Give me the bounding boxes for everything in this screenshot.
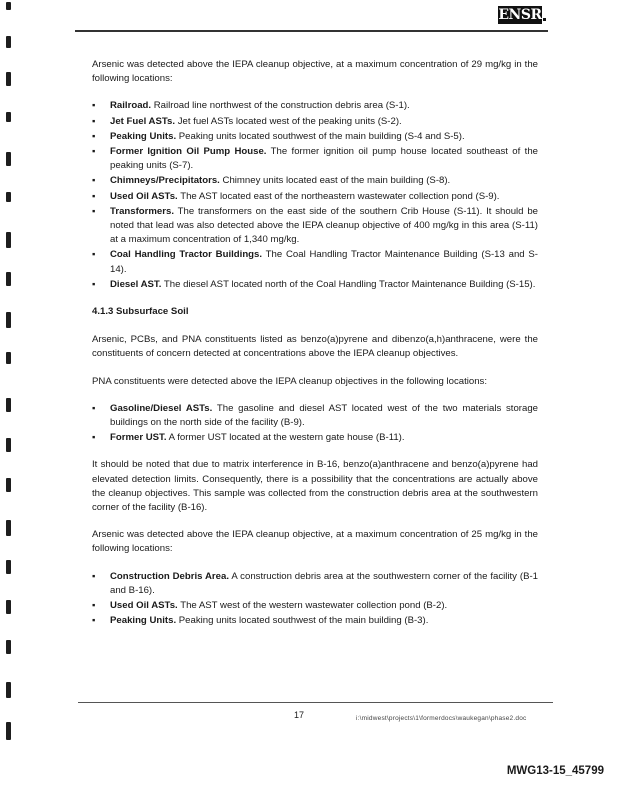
section1-intro: Arsenic was detected above the IEPA cleanup objective, at a maximum concentration of 29 mg/kg in the following locations: (92, 59, 538, 85)
bullet-icon: ▪ (92, 615, 96, 627)
item-term: Peaking Units. (110, 615, 177, 627)
item-text: Chimney units located east of the main building (S-8). (222, 175, 451, 187)
bullet-icon: ▪ (92, 130, 96, 142)
scan-mark (6, 398, 11, 412)
scan-mark (6, 272, 11, 286)
bullet-icon: ▪ (92, 570, 96, 582)
item-term: Peaking Units. (110, 130, 177, 142)
section2-list-pna (92, 402, 538, 446)
scan-mark (6, 478, 11, 492)
scan-mark (6, 352, 11, 364)
scan-mark (6, 520, 11, 536)
item-term: Former Ignition Oil Pump House. (110, 146, 267, 158)
bullet-icon: ▪ (92, 175, 96, 187)
file-path: i:\midwest\projects\1\formerdocs\waukegan\phase2.doc (356, 715, 527, 722)
item-text: Railroad line northwest of the construction debris area (S-1). (153, 100, 410, 112)
item-text: The transformers on the east side of the southern Crib House (S-11). It should be noted that lead was also detected above the IEPA cleanup objective of 400 mg/kg in this area (S-11) at a maximum concentration of 1,340 mg/kg. (110, 205, 538, 246)
item-term: Gasoline/Diesel ASTs. (110, 402, 213, 414)
scan-mark (6, 640, 11, 654)
scan-mark (6, 72, 11, 86)
bullet-icon: ▪ (92, 249, 96, 261)
page-number: 17 (294, 710, 305, 720)
item-text: The diesel AST located north of the Coal Handling Tractor Maintenance Building (S-15). (163, 278, 536, 290)
list-item (92, 431, 538, 445)
scan-mark (6, 312, 11, 328)
bullet-icon: ▪ (92, 100, 96, 112)
section-heading: 4.1.3 Subsurface Soil (92, 306, 189, 318)
section2-para3: It should be noted that due to matrix interference in B-16, benzo(a)anthracene and benzo(a)pyrene had elevated detection limits. Consequently, there is a possibility that the concentrations are actually above the cleanup objectives. This sample was collected from the construction debris area at the southwestern corner of the facility (B-16). (92, 459, 538, 514)
list-item (92, 599, 538, 613)
list-item (92, 145, 538, 173)
scan-mark (6, 36, 11, 48)
list-item (92, 190, 538, 204)
ensr-logo: ENSR (498, 7, 542, 23)
item-term: Jet Fuel ASTs. (110, 115, 176, 127)
section2-para1: Arsenic, PCBs, and PNA constituents listed as benzo(a)pyrene and dibenzo(a,h)anthracene, were the constituents of concern detected at concentrations above the IEPA cleanup objectives. (92, 334, 538, 360)
list-item (92, 174, 538, 188)
item-term: Coal Handling Tractor Buildings. (110, 249, 263, 261)
section2-list-arsenic (92, 570, 538, 629)
header-rule (75, 30, 548, 32)
scan-mark (6, 192, 11, 202)
scan-mark (6, 152, 11, 166)
list-item (92, 205, 538, 248)
item-term: Former UST. (110, 432, 167, 444)
list-item (92, 278, 538, 292)
item-text: The gasoline and diesel AST located west of the two materials storage buildings on the north side of the facility (B-9). (110, 402, 539, 429)
bullet-icon: ▪ (92, 402, 96, 414)
item-text: The AST located east of the northeastern wastewater collection pond (S-9). (180, 190, 500, 202)
item-term: Railroad. (110, 100, 152, 112)
list-item (92, 115, 538, 129)
item-term: Used Oil ASTs. (110, 600, 178, 612)
document-id: MWG13-15_45799 (506, 765, 604, 777)
scan-mark (6, 232, 11, 248)
bullet-icon: ▪ (92, 115, 96, 127)
section2-para4: Arsenic was detected above the IEPA cleanup objective, at a maximum concentration of 25 mg/kg in the following locations: (92, 529, 538, 555)
item-text: A construction debris area at the southwestern corner of the facility (B-1 and B-16). (110, 570, 539, 596)
scan-mark (6, 112, 11, 122)
list-item (92, 130, 538, 144)
bullet-icon: ▪ (92, 190, 96, 202)
scan-mark (6, 438, 11, 452)
list-item (92, 99, 538, 113)
bullet-icon: ▪ (92, 146, 96, 158)
item-text: A former UST located at the western gate house (B-11). (168, 432, 405, 444)
item-text: Peaking units located southwest of the main building (S-4 and S-5). (178, 130, 465, 142)
item-text: The AST west of the western wastewater collection pond (B-2). (180, 600, 448, 612)
section2-para2: PNA constituents were detected above the IEPA cleanup objectives in the following locations: (92, 375, 488, 387)
footer-rule (78, 702, 553, 703)
bullet-icon: ▪ (92, 600, 96, 612)
item-term: Chimneys/Precipitators. (110, 175, 220, 187)
scan-mark (6, 560, 11, 574)
item-text: The Coal Handling Tractor Maintenance Building (S-13 and S-14). (110, 249, 538, 275)
item-term: Transformers. (110, 205, 174, 217)
list-item (92, 402, 538, 430)
list-item (92, 570, 538, 598)
scan-mark (6, 722, 11, 740)
item-term: Construction Debris Area. (110, 570, 230, 582)
bullet-icon: ▪ (92, 432, 96, 444)
page-body (92, 58, 538, 630)
list-item (92, 248, 538, 276)
item-text: The former ignition oil pump house located southeast of the peaking units (S-7). (110, 146, 538, 172)
item-text: Jet fuel ASTs located west of the peaking units (S-2). (177, 115, 402, 127)
scan-mark (6, 600, 11, 614)
item-text: Peaking units located southwest of the main building (B-3). (178, 615, 429, 627)
scan-mark (6, 682, 11, 698)
list-item (92, 614, 538, 628)
item-term: Diesel AST. (110, 278, 162, 290)
section1-list (92, 99, 538, 292)
scan-mark (6, 2, 11, 10)
logo-dot (543, 18, 546, 21)
bullet-icon: ▪ (92, 205, 96, 217)
bullet-icon: ▪ (92, 278, 96, 290)
item-term: Used Oil ASTs. (110, 190, 178, 202)
